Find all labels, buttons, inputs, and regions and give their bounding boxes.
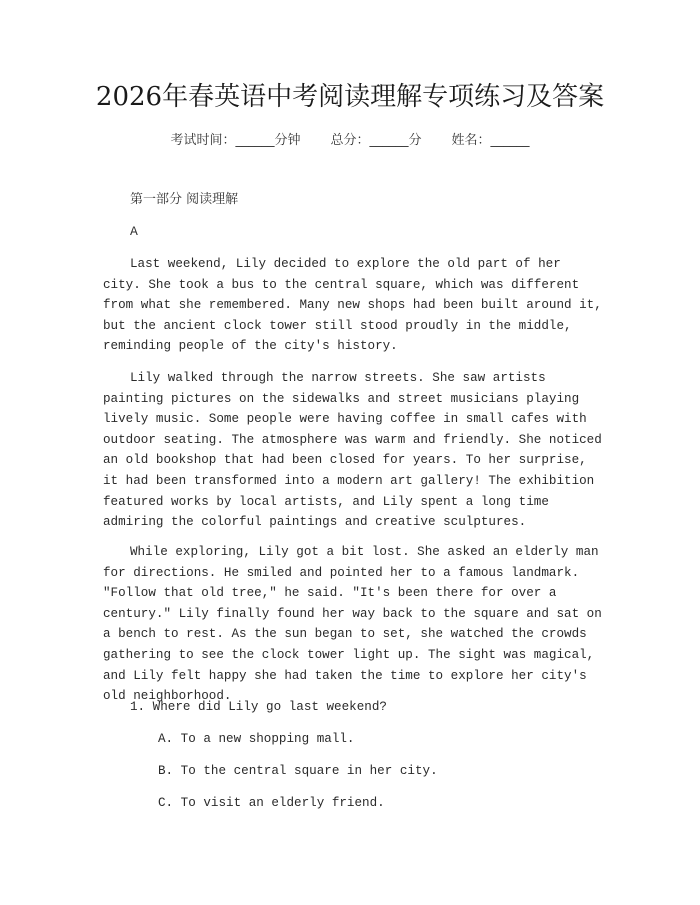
passage-paragraph: Lily walked through the narrow streets. She saw artists painting pictures on the sidewalks and street musicians playing lively music. Some people were having coffee in small cafes with outdoor seating. The atmosphere was warm and friendly. She noticed an old bookshop that had been closed for years. To her surprise, it had been transformed into a modern art gallery! The exhibition featured works by local artists, and Lily spent a long time admiring the colorful paintings and creative sculptures. [103,371,602,530]
passage-paragraph: While exploring, Lily got a bit lost. She asked an elderly man for directions. He smiled and pointed her to a famous landmark. "Follow that old tree," he said. "It's been there for over a century." Lily finally found her way back to the square and sat on a bench to rest. As the sun began to set, she watched the crowds gathering to see the clock tower light up. The sight was magical, and Lily felt happy she had taken the time to explore her city's old neighborhood. [103,545,602,704]
answer-option-c: C. To visit an elderly friend. [158,796,385,810]
exam-info-line [0,131,700,151]
passage-label: A [130,224,138,239]
exam-time-field: 考试时间：______分钟 [170,133,301,148]
answer-option-a: A. To a new shopping mall. [158,732,355,746]
section-heading: 第一部分 阅读理解 [130,192,239,207]
question-text: 1. Where did Lily go last weekend? [130,700,387,714]
passage-paragraph: Last weekend, Lily decided to explore the old part of her city. She took a bus to the central square, which was different from what she remembered. Many new shops had been built around it, but the ancient clock tower still stood proudly in the middle, reminding people of the city's history. [103,257,602,354]
answer-option-b: B. To the central square in her city. [158,764,438,778]
document-title: 2026年春英语中考阅读理解专项练习及答案 [95,82,605,112]
total-score-field: 总分：______分 [330,133,422,148]
student-name-field: 姓名：______ [451,133,530,148]
